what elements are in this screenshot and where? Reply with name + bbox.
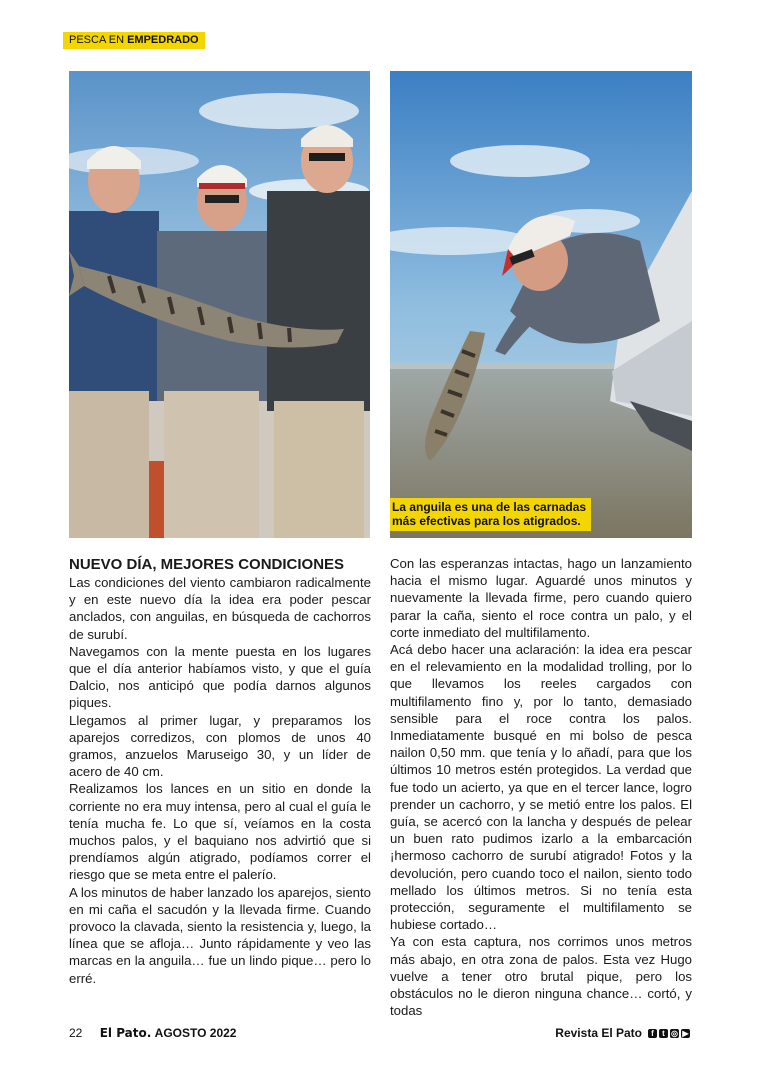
photo-caption-line-2: más efectivas para los atigrados. — [392, 514, 581, 528]
paragraph: Llegamos al primer lugar, y preparamos los aparejos corredizos, con plomos de unos 40 gramos, anzuelos Maruseigo 30, y un líder de acero de 40 cm. — [69, 712, 371, 780]
paragraph: Navegamos con la mente puesta en los lugares que el día anterior habíamos visto, y que el guía Dalcio, nos anticipó que podía darnos algunos piques. — [69, 643, 371, 711]
paragraph: Con las esperanzas intactas, hago un lanzamiento hacia el mismo lugar. Aguardé unos minutos y nuevamente la llevada firme, pero cuando quiero parar la caña, siento el roce contra un palo, y el corte inmediato del multifilamento. — [390, 556, 692, 640]
paragraph: Las condiciones del viento cambiaron radicalmente y en este nuevo día la idea era poder pescar anclados, con anguilas, en búsqueda de cachorros de surubí. — [69, 575, 371, 642]
photo-fisherman-boat — [390, 71, 692, 538]
article-column-right — [390, 555, 692, 1019]
paragraph: Ya con esta captura, nos corrimos unos metros más abajo, en otra zona de palos. Esta vez Hugo vuelve a tener otro brutal pique, pero los obstáculos no le dieron ninguna chance… cortó, y todas — [390, 934, 692, 1019]
paragraph: Realizamos los lances en un sitio en donde la corriente no era muy intensa, pero al cual el guía le tenía mucha fe. Lo que sí, veíamos en la costa muchos palos, y el baquiano nos advirtió que si prendíamos algún atigrado, podíamos correr el riesgo que se meta entre el palerío. — [69, 781, 371, 883]
section-prefix: PESCA EN — [69, 34, 128, 46]
section-name: EMPEDRADO — [127, 34, 199, 46]
photo-caption-line-1: La anguila es una de las carnadas — [392, 500, 587, 514]
footer-right — [555, 1025, 690, 1041]
paragraph: Acá debo hacer una aclaración: la idea era pescar en el relevamiento en la modalidad trolling, por lo que llevamos los reeles cargados con multifilamento fino y, por lo tanto, demasiado sensible para el roce contra los palos. Inmediatamente busqué en mi bolso de pesca nailon 0,50 mm. que tenía y lo añadí, para que los últimos 10 metros estén protegidos. La verdad que fue todo un acierto, ya que en el tercer lance, logro prender un cachorro, y se metió entre los palos. El guía, se acercó con la lancha y después de pelear un buen rato pudimos izarlo a la embarcación ¡hermoso cachorro de surubí atigrado! Fotos y la devolución, pero cuando toco el nailon, siento todo mellado los últimos metros. Si no tenía esta protección, seguramente el multifilamento se hubiese cortado… — [390, 642, 692, 933]
section-tag — [63, 32, 205, 49]
footer-left — [69, 1025, 236, 1041]
photo-fisherman-boat-image — [390, 71, 692, 538]
facebook-icon[interactable]: f — [648, 1029, 657, 1038]
article-column-left — [69, 555, 371, 987]
brand-logo: El Pato. — [99, 1026, 152, 1040]
paragraph: A los minutos de haber lanzado los aparejos, siento en mi caña el sacudón y la llevada firme. Cuando provoco la clavada, siento la resistencia y, luego, la línea que se afloja… Junto rápidamente y veo las marcas en la anguila… fue un lindo pique… pero lo erré. — [69, 884, 371, 986]
photo-caption — [390, 498, 591, 531]
social-icons — [648, 1029, 690, 1038]
instagram-icon[interactable]: ◎ — [671, 1028, 678, 1038]
photo-fishermen-group-image — [69, 71, 370, 538]
photo-fishermen-group — [69, 71, 370, 538]
twitter-icon[interactable]: t — [659, 1029, 668, 1038]
page-number: 22 — [69, 1026, 83, 1040]
article-heading: NUEVO DÍA, MEJORES CONDICIONES — [69, 556, 345, 573]
issue-date: AGOSTO 2022 — [154, 1026, 237, 1040]
youtube-icon[interactable]: ▶ — [682, 1028, 689, 1038]
magazine-name: Revista El Pato — [555, 1026, 642, 1040]
